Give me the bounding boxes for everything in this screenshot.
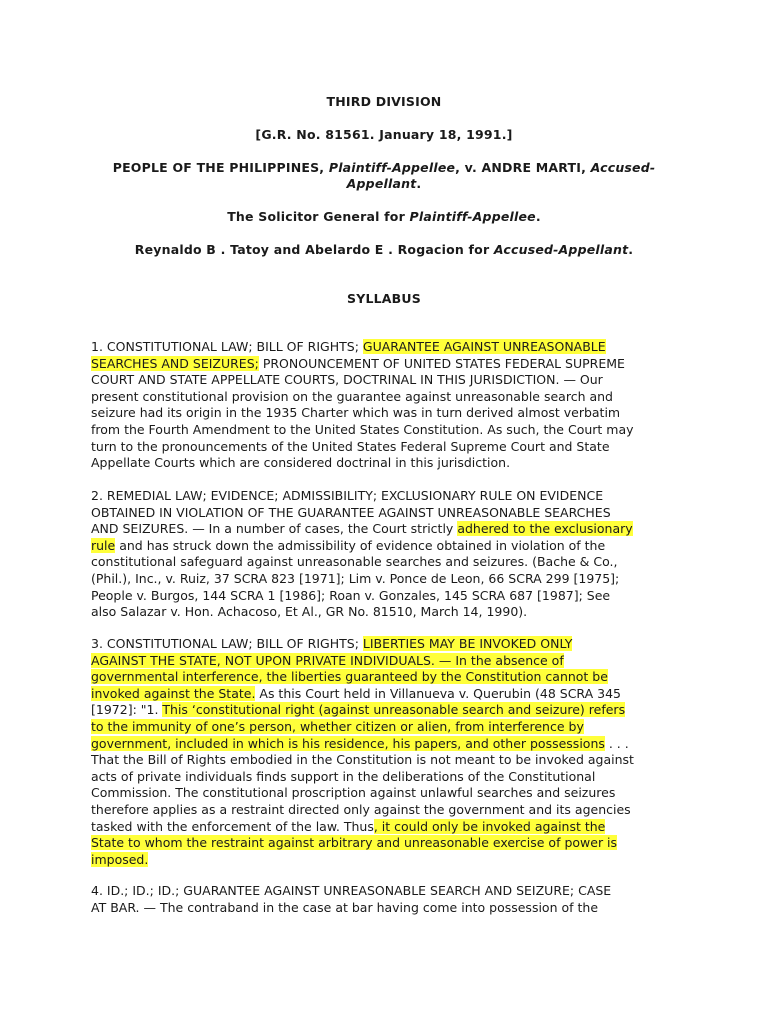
paragraph-line xyxy=(91,835,681,852)
paragraph-line xyxy=(91,819,681,836)
text-run: 2. REMEDIAL LAW; EVIDENCE; ADMISSIBILITY; EXCLUSIONARY RULE ON EVIDENCE xyxy=(91,488,604,503)
text-run: 1. CONSTITUTIONAL LAW; BILL OF RIGHTS; xyxy=(91,339,363,354)
solicitor-end: . xyxy=(535,209,541,224)
text-run: That the Bill of Rights embodied in the Constitution is not meant to be invoked against xyxy=(91,752,634,768)
paragraph-line xyxy=(91,339,681,356)
highlighted-text: to the immunity of one’s person, whether citizen or alien, from interference by xyxy=(91,718,584,734)
highlighted-text: adhered to the exclusionary xyxy=(457,521,633,537)
paragraph-line xyxy=(91,372,681,389)
highlighted-text: imposed. xyxy=(91,851,149,867)
text-run: COURT AND STATE APPELLATE COURTS, DOCTRINAL IN THIS JURISDICTION. — Our xyxy=(91,372,603,388)
paragraph-line xyxy=(91,900,681,917)
text-run: Appellate Courts which are considered doctrinal in this jurisdiction. xyxy=(91,455,511,471)
highlighted-text: governmental interference, the liberties guaranteed by the Constitution cannot be xyxy=(91,669,608,685)
highlighted-text: invoked against the State. xyxy=(91,685,256,701)
paragraph-line xyxy=(91,389,681,406)
solicitor-role: Plaintiff-Appellee xyxy=(409,209,536,224)
accused-role-part1: Accused- xyxy=(590,160,656,175)
highlighted-text: SEARCHES AND SEIZURES; xyxy=(91,355,259,371)
highlighted-text: government, included in which is his residence, his papers, and other possessions xyxy=(91,735,605,751)
paragraph-line xyxy=(91,719,681,736)
text-run: present constitutional provision on the guarantee against unreasonable search and xyxy=(91,388,613,404)
counsel-line xyxy=(60,242,708,258)
parties-end: . xyxy=(416,176,422,191)
paragraph-line xyxy=(91,571,681,588)
paragraph-line xyxy=(91,686,681,703)
syllabus-paragraph-1 xyxy=(91,339,681,472)
paragraph-line xyxy=(91,422,681,439)
solicitor-prefix: The Solicitor General for xyxy=(227,209,405,224)
syllabus-paragraph-2 xyxy=(91,488,681,621)
paragraph-line xyxy=(91,802,681,819)
text-run: 4. ID.; ID.; ID.; GUARANTEE AGAINST UNREASONABLE SEARCH AND SEIZURE; CASE xyxy=(91,883,612,898)
highlighted-text: , it could only be invoked against the xyxy=(373,818,606,834)
division-heading: THIRD DIVISION xyxy=(326,94,442,109)
paragraph-line xyxy=(91,769,681,786)
counsel-end: . xyxy=(628,242,634,257)
paragraph-line xyxy=(91,669,681,686)
highlighted-text: GUARANTEE AGAINST UNREASONABLE xyxy=(362,339,606,354)
text-run: AT BAR. — The contraband in the case at bar having come into possession of the xyxy=(91,899,599,915)
syllabus-paragraph-4 xyxy=(91,883,681,916)
paragraph-line xyxy=(91,752,681,769)
text-run: 3. CONSTITUTIONAL LAW; BILL OF RIGHTS; xyxy=(91,636,363,651)
text-run: [1972]: "1. xyxy=(91,702,163,718)
text-run: and has struck down the admissibility of evidence obtained in violation of the xyxy=(115,537,606,553)
paragraph-line xyxy=(91,538,681,555)
text-run: PRONOUNCEMENT OF UNITED STATES FEDERAL SUPREME xyxy=(258,355,625,371)
highlighted-text: AGAINST THE STATE, NOT UPON PRIVATE INDIVIDUALS. — In the absence of xyxy=(91,652,564,668)
text-run: turn to the pronouncements of the United States Federal Supreme Court and State xyxy=(91,438,610,454)
paragraph-line xyxy=(91,653,681,670)
paragraph-line xyxy=(91,554,681,571)
paragraph-line xyxy=(91,785,681,802)
syllabus-heading: SYLLABUS xyxy=(347,291,421,306)
highlighted-text: This ‘constitutional right (against unreasonable search and seizure) refers xyxy=(162,702,626,718)
solicitor-line xyxy=(60,209,708,225)
paragraph-line xyxy=(91,521,681,538)
plaintiff-role: Plaintiff-Appellee xyxy=(328,160,456,175)
paragraph-line xyxy=(91,604,681,621)
accused-role-part2: Appellant xyxy=(346,176,417,191)
paragraph-line xyxy=(91,356,681,373)
text-run: As this Court held in Villanueva v. Querubin (48 SCRA 345 xyxy=(255,685,621,701)
paragraph-line xyxy=(91,702,681,719)
versus-accused: , v. ANDRE MARTI, xyxy=(455,160,587,175)
paragraph-line xyxy=(91,636,681,653)
paragraph-line xyxy=(91,455,681,472)
text-run: AND SEIZURES. — In a number of cases, the Court strictly xyxy=(91,521,458,537)
counsel-prefix: Reynaldo B . Tatoy and Abelardo E . Rogacion for xyxy=(134,242,490,257)
paragraph-line xyxy=(91,439,681,456)
case-number: [G.R. No. 81561. January 18, 1991.] xyxy=(255,127,513,142)
text-run: also Salazar v. Hon. Achacoso, Et Al., GR No. 81510, March 14, 1990). xyxy=(91,604,528,620)
paragraph-line xyxy=(91,883,681,900)
text-run: from the Fourth Amendment to the United States Constitution. As such, the Court may xyxy=(91,421,634,437)
counsel-role: Accused-Appellant xyxy=(493,242,629,257)
paragraph-line xyxy=(91,588,681,605)
text-run: tasked with the enforcement of the law. Thus xyxy=(91,818,374,834)
text-run: acts of private individuals finds support in the deliberations of the Constitutional xyxy=(91,768,596,784)
plaintiff-name: PEOPLE OF THE PHILIPPINES, xyxy=(112,160,325,175)
text-run: Commission. The constitutional proscription against unlawful searches and seizures xyxy=(91,785,616,801)
case-parties xyxy=(60,160,708,192)
paragraph-line xyxy=(91,488,681,505)
text-run: People v. Burgos, 144 SCRA 1 [1986]; Roan v. Gonzales, 145 SCRA 687 [1987]; See xyxy=(91,587,611,603)
paragraph-line xyxy=(91,852,681,869)
text-run: seizure had its origin in the 1935 Charter which was in turn derived almost verbatim xyxy=(91,405,621,421)
text-run: OBTAINED IN VIOLATION OF THE GUARANTEE AGAINST UNREASONABLE SEARCHES xyxy=(91,504,611,520)
text-run: . . . xyxy=(604,735,629,751)
highlighted-text: State to whom the restraint against arbitrary and unreasonable exercise of power is xyxy=(91,835,618,851)
paragraph-line xyxy=(91,405,681,422)
paragraph-line xyxy=(91,505,681,522)
text-run: therefore applies as a restraint directed only against the government and its agencies xyxy=(91,801,631,817)
text-run: (Phil.), Inc., v. Ruiz, 37 SCRA 823 [1971]; Lim v. Ponce de Leon, 66 SCRA 299 [1975]; xyxy=(91,570,620,586)
syllabus-paragraph-3 xyxy=(91,636,681,868)
highlighted-text: LIBERTIES MAY BE INVOKED ONLY xyxy=(362,636,573,651)
paragraph-line xyxy=(91,736,681,753)
text-run: constitutional safeguard against unreasonable searches and seizures. (Bache & Co., xyxy=(91,554,618,570)
highlighted-text: rule xyxy=(91,537,116,553)
